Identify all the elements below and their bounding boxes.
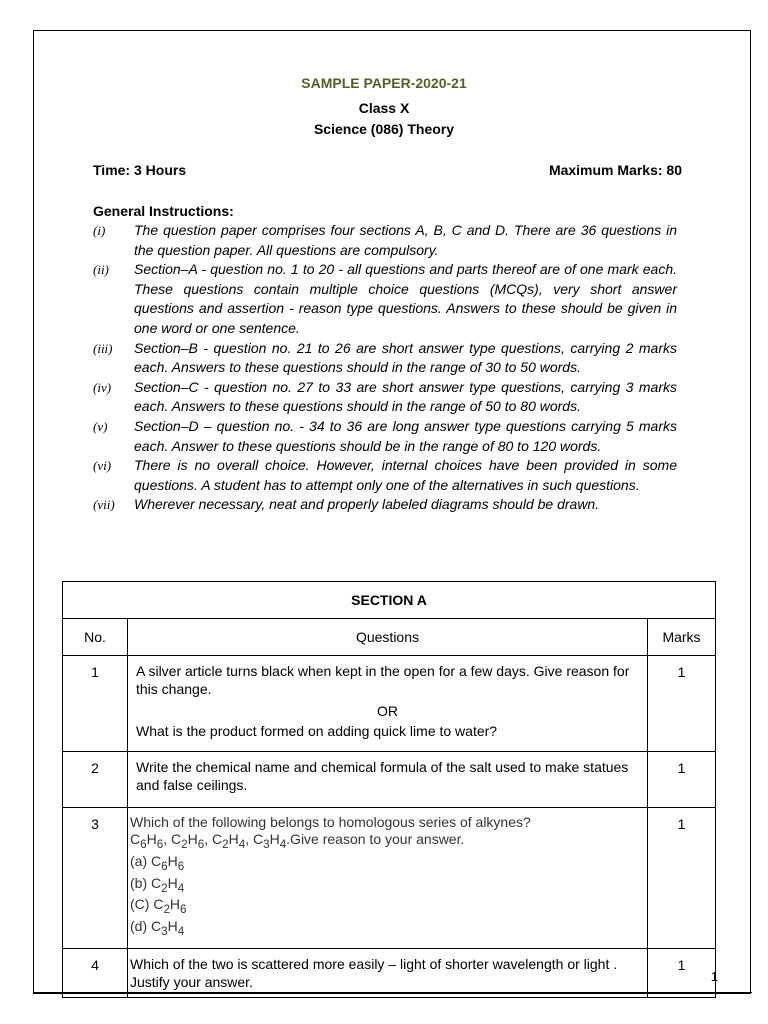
instruction-number: (ii) — [93, 262, 109, 278]
table-row — [63, 752, 716, 808]
instruction-item — [93, 417, 677, 456]
question-marks: 1 — [648, 948, 716, 997]
instruction-number: (iii) — [93, 340, 113, 356]
formula-line: $C_6H_6$, $C_2H_6$, $C_2H_4$, $C_3H_4.Give$ reason to your answer. — [130, 831, 465, 851]
instruction-item — [93, 339, 677, 378]
page-number: 1 — [710, 969, 718, 984]
option-d: (d) $C_3H_4$ — [130, 918, 185, 938]
instruction-text: Section–C - question no. 27 to 33 are short answer type questions, carrying 3 marks each. Answers to these questions should in the range of 50 to 80 words. — [134, 378, 677, 415]
class-label: Class X — [358, 100, 410, 116]
question-text: Which of the following belongs to homologous series of alkynes? — [130, 814, 531, 830]
subject-label: Science (086) Theory — [313, 121, 455, 137]
section-heading: SECTION A — [63, 582, 716, 619]
alternative-question: What is the product formed on adding quick lime to water? — [136, 723, 498, 739]
table-row — [63, 808, 716, 949]
instructions-heading: General Instructions: — [93, 203, 234, 219]
instruction-item — [93, 456, 677, 495]
column-header-marks: Marks — [648, 619, 716, 656]
time-label: Time: 3 Hours — [93, 162, 187, 178]
question-marks: 1 — [648, 808, 716, 949]
instruction-number: (v) — [93, 418, 108, 434]
instruction-text: Section–D – question no. - 34 to 36 are long answer type questions carrying 5 marks each. Answer to these questions should be in the range of 80 to 120 words. — [134, 417, 677, 454]
instruction-number: (vi) — [93, 458, 112, 474]
instruction-number: (i) — [93, 223, 106, 238]
option-b: (b) $C_2H_4$ — [130, 874, 185, 895]
instructions-list — [93, 221, 677, 515]
instruction-text: There is no overall choice. However, internal choices have been provided in some questions. A student has to attempt only one of the alternatives in such questions. — [134, 457, 677, 493]
instruction-item — [93, 260, 677, 338]
questions-table — [62, 581, 716, 998]
question-cell — [128, 808, 648, 949]
question-marks: 1 — [648, 656, 716, 752]
or-label: OR — [377, 703, 398, 719]
instruction-text: The question paper comprises four sections A, B, C and D. There are 36 questions in the question paper. All questions are compulsory. — [134, 222, 677, 258]
instruction-text: Wherever necessary, neat and properly labeled diagrams should be drawn. — [134, 496, 600, 513]
table-row — [63, 656, 716, 752]
instruction-number: (iv) — [93, 379, 112, 395]
question-number: 4 — [63, 948, 128, 997]
question-marks: 1 — [648, 752, 716, 808]
question-text: A silver article turns black when kept in the open for a few days. Give reason for this change. — [136, 663, 630, 697]
option-c: (C) $C_2H_6$ — [130, 896, 187, 917]
column-header-questions: Questions — [128, 619, 648, 656]
paper-title: SAMPLE PAPER-2020-21 — [301, 75, 467, 91]
instruction-number: (vii) — [93, 497, 115, 513]
question-number: 2 — [63, 752, 128, 808]
option-a: (a) $C_6H_6$ — [130, 852, 185, 873]
question-text: Which of the two is scattered more easily – light of shorter wavelength or light . Justify your answer. — [128, 948, 648, 997]
table-row — [63, 948, 716, 997]
question-cell — [128, 656, 648, 752]
instruction-item — [93, 221, 677, 260]
question-number: 1 — [63, 656, 128, 752]
instruction-text: Section–A - question no. 1 to 20 - all questions and parts thereof are of one mark each. These questions contain multiple choice questions (MCQs), very short answer questions and assertion - reason type questions. Answers to these should be given in one word or one sentence. — [134, 261, 677, 336]
question-number: 3 — [63, 808, 128, 949]
instruction-item — [93, 378, 677, 417]
column-header-no: No. — [63, 619, 128, 656]
instruction-text: Section–B - question no. 21 to 26 are short answer type questions, carrying 2 marks each. Answers to these questions should in the range of 30 to 50 words. — [134, 339, 677, 376]
question-text: Write the chemical name and chemical formula of the salt used to make statues and false ceilings. — [128, 752, 648, 808]
max-marks-label: Maximum Marks: 80 — [548, 162, 682, 178]
instruction-item — [93, 495, 677, 515]
